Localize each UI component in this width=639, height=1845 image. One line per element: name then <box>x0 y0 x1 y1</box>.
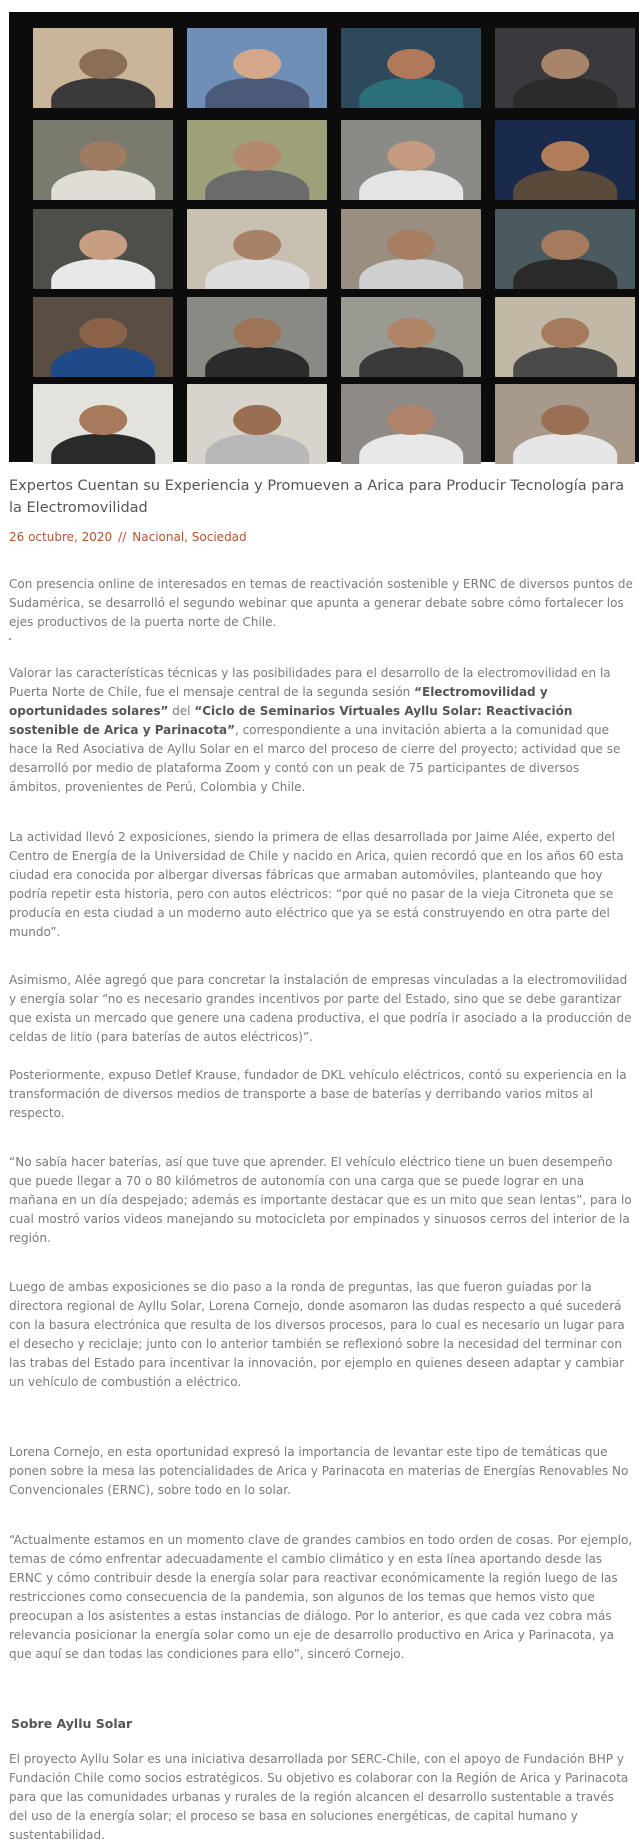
paragraph-session: Valorar las características técnicas y las posibilidades para el desarrollo de la electromovilidad en la Puerta Norte de Chile, fue el mensaje central de la segunda sesión “Electromovilidad y oportunidades solares” del “Ciclo de Seminarios Virtuales Ayllu Solar: Reactivación sostenible de Arica y Parinacota”, correspondiente a una invitación abierta a la comunidad que hace la Red Asociativa de Ayllu Solar en el marco del proceso de cierre del proyecto; actividad que se desarrolló por medio de plataforma Zoom y contó con un peak de 75 participantes de diversos ámbitos, provenientes de Perú, Colombia y Chile. <box>9 666 621 794</box>
section-heading: Sobre Ayllu Solar <box>11 1716 133 1731</box>
participant-video <box>341 384 481 464</box>
participant-video <box>495 384 635 464</box>
hero-image <box>9 12 639 462</box>
participant-video <box>495 120 635 200</box>
paragraph-cornejo-quote: “Actualmente estamos en un momento clave de grandes cambios en todo orden de cosas. Por ejemplo, temas de cómo enfrentar adecuadamente el cambio climático y en esta línea aportando desde las ERNC y cómo contribuir desde la energía solar para reactivar económicamente la región luego de las restricciones como consecuencia de la pandemia, son algunos de los temas que hemos visto que preocupan a los asistentes a estas instancias de diálogo. Por lo anterior, es que cada vez cobra más relevancia posicionar la energía solar como un eje de desarrollo productivo en Arica y Parinacota, ya que aquí se dan todas las condiciones para ello”, sinceró Cornejo. <box>9 1533 633 1661</box>
paragraph-questions: Luego de ambas exposiciones se dio paso a la ronda de preguntas, las que fueron guiadas por la directora regional de Ayllu Solar, Lorena Cornejo, donde asomaron las dudas respecto a qué sucederá con la basura electrónica que resulta de los diversos procesos, para lo cual es necesario un lugar para el desecho y reciclaje; junto con lo anterior también se reflexionó sobre la necesidad del terminar con las trabas del Estado para incentivar la innovación, por ejemplo en quienes deseen adaptar y cambiar un vehículo de combustión a eléctrico. <box>9 1280 625 1389</box>
participant-video <box>187 120 327 200</box>
paragraph-about: El proyecto Ayllu Solar es una iniciativa desarrollada por SERC-Chile, con el apoyo de Fundación BHP y Fundación Chile como socios estratégicos. Su objetivo es colaborar con la Región de Arica y Parinacota para que las comunidades urbanas y rurales de la región alcancen el desarrollo sustentable a través del uso de la energía solar; el proceso se basa en soluciones energéticas, de capital humano y sustentabilidad. <box>9 1752 629 1842</box>
participant-video <box>187 28 327 108</box>
participant-video <box>341 209 481 289</box>
post-meta <box>9 530 247 544</box>
paragraph-alee-quote: Asimismo, Alée agregó que para concretar la instalación de empresas vinculadas a la electromovilidad y energía solar “no es necesario grandes incentivos por parte del Estado, sino que se debe garantizar que exista un mercado que genere una cadena productiva, el que podría ir asociado a la producción de celdas de litio (para baterías de autos eléctricos)”. <box>9 973 632 1044</box>
stray-dot <box>9 638 11 640</box>
participant-video <box>33 209 173 289</box>
paragraph-cornejo: Lorena Cornejo, en esta oportunidad expresó la importancia de levantar este tipo de temáticas que ponen sobre la mesa las potencialidades de Arica y Parinacota en materias de Energías Renovables No Convencionales (ERNC), sobre todo en lo solar. <box>9 1445 629 1497</box>
post-categories[interactable]: Nacional, Sociedad <box>132 530 247 544</box>
participant-video <box>495 297 635 377</box>
participant-video <box>341 120 481 200</box>
participant-video <box>33 28 173 108</box>
participant-video <box>33 297 173 377</box>
participant-video <box>341 28 481 108</box>
participant-video <box>187 297 327 377</box>
post-date[interactable]: 26 octubre, 2020 <box>9 530 113 544</box>
paragraph-krause-quote: “No sabía hacer baterías, así que tuve que aprender. El vehículo eléctrico tiene un buen desempeño que puede llegar a 70 o 80 kilómetros de autonomía con una carga que se puede lograr en una mañana en un día despejado; además es importante destacar que es un mito que sean lentas”, para lo cual mostró varios videos manejando su motocicleta por empinados y sinuosos cerros del interior de la región. <box>9 1155 632 1245</box>
paragraph-intro: Con presencia online de interesados en temas de reactivación sostenible y ERNC de diversos puntos de Sudamérica, se desarrolló el segundo webinar que apunta a generar debate sobre cómo fortalecer los ejes productivos de la puerta norte de Chile. <box>9 577 633 629</box>
participant-video <box>187 209 327 289</box>
participant-video <box>495 28 635 108</box>
participant-video <box>33 384 173 464</box>
paragraph-krause: Posteriormente, expuso Detlef Krause, fundador de DKL vehículo eléctricos, contó su experiencia en la transformación de diversos medios de transporte a base de baterías y derribando varios mitos al respecto. <box>9 1068 627 1120</box>
paragraph-first-talk: La actividad llevó 2 exposiciones, siendo la primera de ellas desarrollada por Jaime Alée, experto del Centro de Energía de la Universidad de Chile y nacido en Arica, quien recordó que en los años 60 esta ciudad era conocida por albergar diversas fábricas que armaban automóviles, planteando que hoy podría repetir esta historia, pero con autos eléctricos: “por qué no pasar de la vieja Citroneta que se producía en esta ciudad a un moderno auto eléctrico que ya se está construyendo en otra parte del mundo”. <box>9 830 624 939</box>
meta-separator: // <box>118 530 127 544</box>
participant-video <box>33 120 173 200</box>
participant-video <box>187 384 327 464</box>
participant-video <box>341 297 481 377</box>
article-title: Expertos Cuentan su Experiencia y Promueven a Arica para Producir Tecnología para la Electromovilidad <box>9 478 625 516</box>
participant-video <box>495 209 635 289</box>
